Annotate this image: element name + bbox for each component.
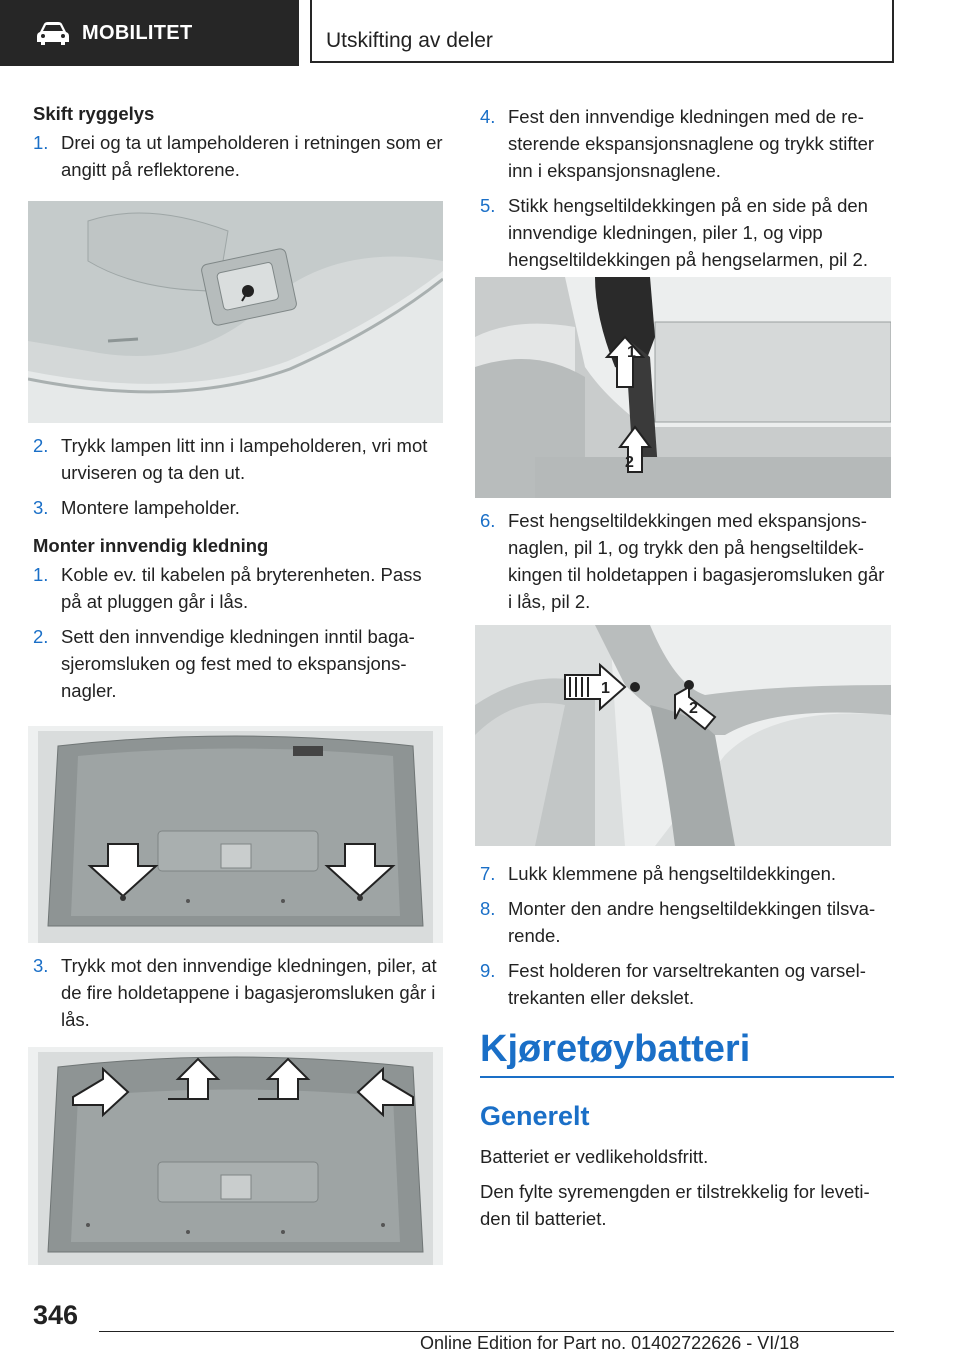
step-number: 2. [33, 435, 49, 456]
car-icon [36, 20, 70, 46]
edition-note: Online Edition for Part no. 01402722626 - VI/18 [420, 1333, 800, 1353]
step-number: 1. [33, 564, 49, 585]
paragraph: Batteriet er vedlikeholdsfritt. [480, 1146, 709, 1167]
step-text: Fest holderen for varseltrekanten og varseltrekanten eller dekslet. [508, 960, 866, 1008]
left-column-middle [33, 432, 444, 712]
step-text: Sett den innvendige kledningen inntil bagasjeromsluken og fest med to ekspansjonsnagler. [61, 626, 415, 701]
section-heading: Kjøretøybatteri [480, 1028, 751, 1070]
left-column-bottom [33, 952, 444, 1041]
step-number: 7. [480, 863, 496, 884]
step-text: Fest den innvendige kledningen med de resterende ekspansjonsnaglene og trykk stifter inn i ekspansjonsnaglene. [508, 106, 875, 181]
step-text: Drei og ta ut lampeholderen i retningen som er angitt på reflektorene. [61, 132, 443, 180]
heading-divider [480, 1076, 894, 1078]
step-number: 9. [480, 960, 496, 981]
step-number: 2. [33, 626, 49, 647]
figure-trim-up-arrows [28, 1047, 443, 1265]
step-text: Montere lampeholder. [61, 497, 240, 518]
step-item [33, 432, 444, 486]
step-text: Fest hengseltildekkingen med ekspansjonsnaglen, pil 1, og trykk den på hengseltildekkingen til holdetappen i bagasjeromsluken går i lås, pil 2. [508, 510, 885, 612]
step-item [33, 561, 444, 615]
page-number: 346 [33, 1300, 79, 1330]
step-item [480, 957, 892, 1011]
step-text: Monter den andre hengseltildekkingen tilsvarende. [508, 898, 876, 946]
arrow-label-1: 1 [601, 680, 610, 697]
step-number: 1. [33, 132, 49, 153]
step-item [33, 494, 444, 521]
right-column-top [480, 103, 892, 281]
page-header [0, 0, 960, 66]
step-text: Koble ev. til kabelen på bryterenheten. Pass på at pluggen går i lås. [61, 564, 422, 612]
right-column-bottom [480, 860, 892, 1019]
chapter-box [310, 0, 894, 63]
step-number: 6. [480, 510, 496, 531]
chapter-label: Utskifting av deler [326, 29, 493, 52]
subsection-heading: Generelt [480, 1101, 590, 1131]
step-number: 3. [33, 955, 49, 976]
step-item [480, 103, 892, 184]
arrow-label-1: 1 [627, 344, 636, 361]
step-item [480, 192, 892, 273]
figure-hinge-cover-fasten [475, 625, 891, 846]
arrow-label-2: 2 [625, 454, 634, 471]
step-item [480, 507, 892, 615]
step-item [480, 860, 892, 887]
paragraph: Den fylte syremengden er tilstrekkelig for levetiden til batteriet. [480, 1181, 870, 1229]
footer-divider [99, 1331, 894, 1332]
section-tab [0, 0, 299, 66]
step-item [33, 623, 444, 704]
battery-text [480, 1143, 892, 1240]
section-title-inner-trim: Monter innvendig kledning [33, 535, 269, 556]
section-title-rear-light: Skift ryggelys [33, 103, 155, 124]
step-item [33, 129, 444, 183]
section-label: MOBILITET [82, 21, 193, 44]
figure-trim-down-arrows [28, 726, 443, 943]
figure-hinge-cover-insert [475, 277, 891, 498]
figure-lamp-holder [28, 201, 443, 423]
step-number: 8. [480, 898, 496, 919]
arrow-label-2: 2 [689, 700, 698, 717]
step-text: Stikk hengseltildekkingen på en side på den innvendige kledningen, piler 1, og vipp hengseltildekkingen på hengselarmen, pil 2. [508, 195, 868, 270]
step-text: Lukk klemmene på hengseltildekkingen. [508, 863, 837, 884]
step-text: Trykk lampen litt inn i lampeholderen, vri mot urviseren og ta den ut. [61, 435, 428, 483]
step-item [480, 895, 892, 949]
step-item [33, 952, 444, 1033]
step-number: 5. [480, 195, 496, 216]
step-text: Trykk mot den innvendige kledningen, piler, at de fire holdetappene i bagasjeromsluken går i lås. [61, 955, 437, 1030]
right-column-middle [480, 507, 892, 623]
left-column-top [33, 103, 444, 191]
step-number: 3. [33, 497, 49, 518]
step-number: 4. [480, 106, 496, 127]
